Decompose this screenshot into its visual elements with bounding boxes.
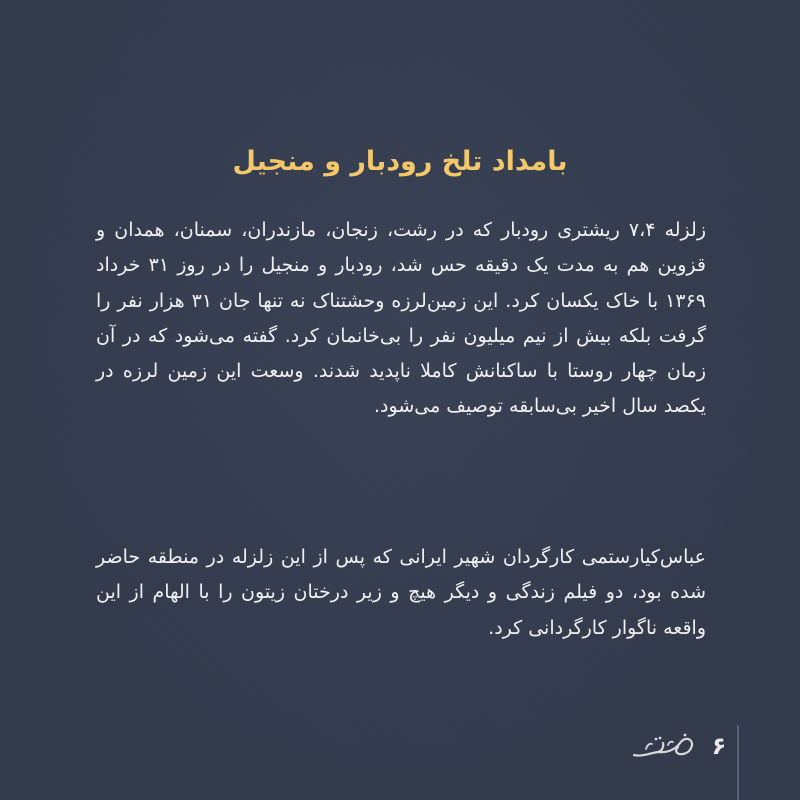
footer-divider	[737, 725, 739, 800]
article-paragraph-2: عباس‌کیارستمی کارگردان شهیر ایرانی که پس از این زلزله در منطقه حاضر شده بود، دو فیلم زندگی و دیگر هیچ و زیر درختان زیتون را با الهام از این واقعه ناگوار کارگردانی کرد.	[96, 546, 706, 639]
article-paragraph-1: زلزله ۷،۴ ریشتری رودبار که در رشت، زنجان، مازندران، سمنان، همدان و قزوین هم به مدت یک دقیقه حس شد، رودبار و منجیل را در روز ۳۱ خرداد ۱۳۶۹ با خاک یکسان کرد. این زمین‌لرزه وحشتناک نه تنها جان ۳۱ هزار نفر را گرفت بلکه بیش از نیم میلیون نفر را بی‌خانمان کرد. گفته می‌شود که در آن زمان چهار روستا با ساکنانش کاملا ناپدید شدند. وسعت این زمین لرزه در یکصد سال اخیر بی‌سابقه توصیف می‌شود.	[96, 219, 707, 418]
article-title: بامداد تلخ رودبار و منجیل	[232, 146, 568, 177]
shargh-logo-icon	[628, 727, 698, 767]
page-number: ۶	[711, 732, 727, 760]
